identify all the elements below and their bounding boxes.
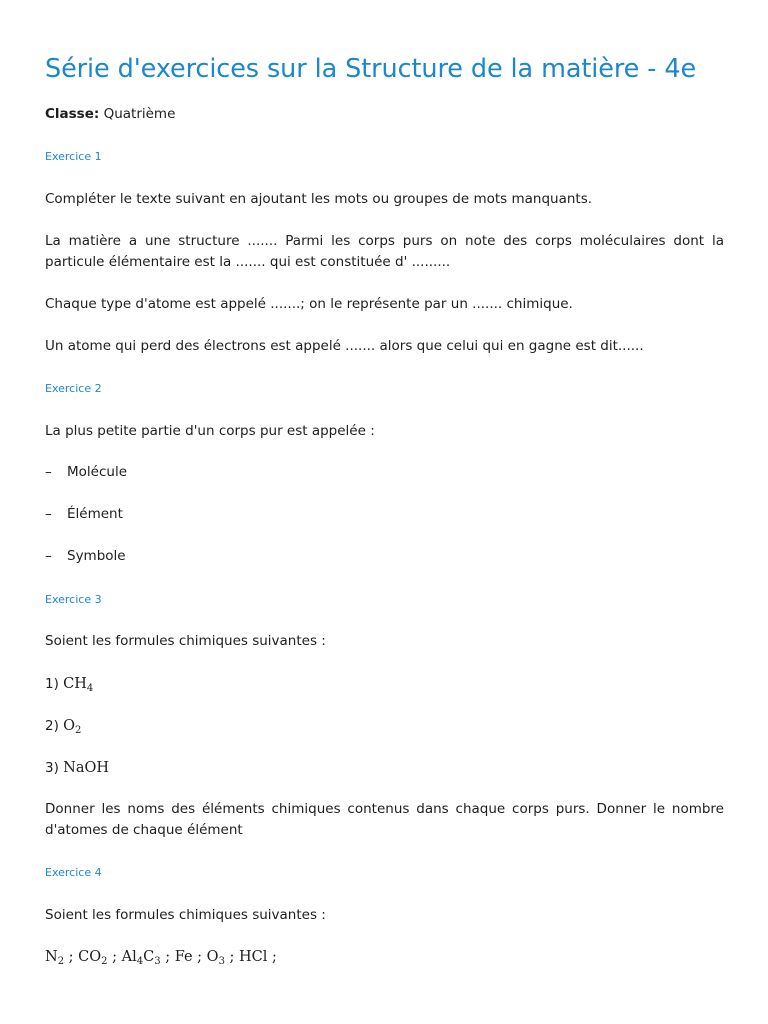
option-label: Molécule — [67, 464, 127, 480]
formula-number: 1) — [45, 676, 59, 692]
formula-item — [45, 716, 81, 737]
formula-item — [45, 674, 93, 695]
option-label: Élément — [67, 506, 123, 522]
option-item — [45, 462, 127, 483]
chemical-formula: $CH_4$ — [63, 676, 94, 694]
option-item — [45, 504, 123, 525]
classe-line — [45, 104, 724, 125]
formula-number: 2) — [45, 718, 59, 734]
exercise-2-heading: Exercice 2 — [45, 382, 102, 395]
formula-list: $N_2$ ; $CO_2$ ; $Al_4C_3$ ; Fe ; $O_3$ ; HCl ; — [45, 949, 277, 967]
formula-item — [45, 758, 109, 779]
exercise-1-paragraph-3: Chaque type d'atome est appelé .......; on le représente par un ....... chimique. — [45, 296, 573, 312]
dash-bullet: – — [45, 548, 52, 564]
exercise-3-question: Donner les noms des éléments chimiques contenus dans chaque corps purs. Donner le nombre d'atomes de chaque élément — [45, 801, 724, 838]
chemical-formula: $O_2$ — [63, 718, 82, 736]
exercise-1-heading: Exercice 1 — [45, 150, 102, 163]
classe-label: Classe: — [45, 106, 100, 122]
classe-value: Quatrième — [103, 106, 176, 122]
exercise-3-intro: Soient les formules chimiques suivantes : — [45, 633, 326, 649]
page-title: Série d'exercices sur la Structure de la matière - 4e — [45, 54, 697, 84]
exercise-4-heading: Exercice 4 — [45, 866, 102, 879]
exercise-1-paragraph-2: La matière a une structure ....... Parmi les corps purs on note des corps moléculaires dont la particule élémentaire est la ....... qui est constituée d' ......... — [45, 233, 724, 270]
dash-bullet: – — [45, 464, 52, 480]
exercise-4-intro: Soient les formules chimiques suivantes : — [45, 907, 326, 923]
exercise-3-heading: Exercice 3 — [45, 593, 102, 606]
chemical-formula: NaOH — [63, 760, 110, 776]
formula-number: 3) — [45, 760, 59, 776]
exercise-1-paragraph-4: Un atome qui perd des électrons est appelé ....... alors que celui qui en gagne est dit...... — [45, 338, 644, 354]
exercise-2-intro: La plus petite partie d'un corps pur est appelée : — [45, 423, 375, 439]
option-label: Symbole — [67, 548, 126, 564]
exercise-1-paragraph-1: Compléter le texte suivant en ajoutant les mots ou groupes de mots manquants. — [45, 191, 593, 207]
dash-bullet: – — [45, 506, 52, 522]
option-item — [45, 546, 126, 567]
